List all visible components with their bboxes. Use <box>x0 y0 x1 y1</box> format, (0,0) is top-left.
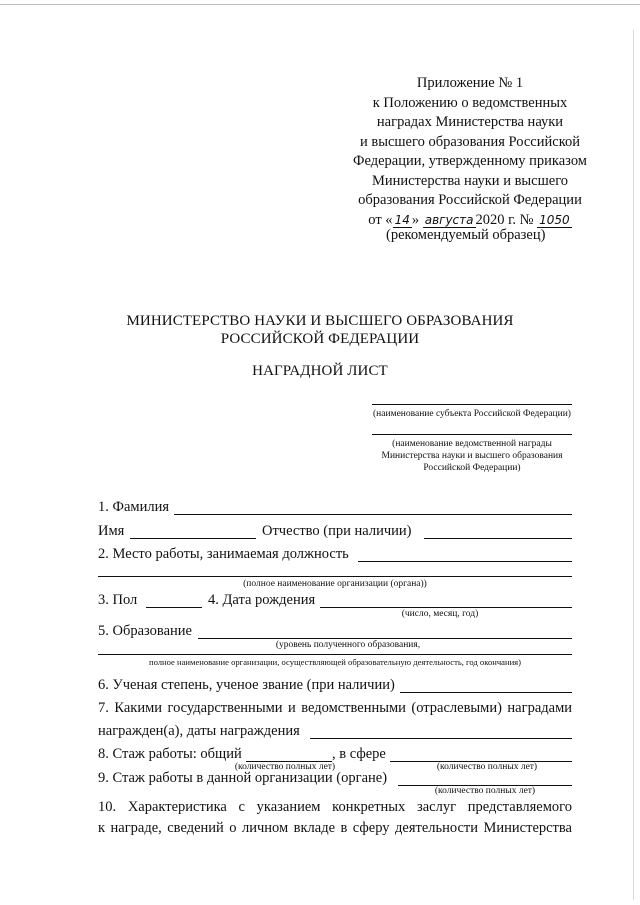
field-degree-label: 6. Ученая степень, ученое звание (при наличии) <box>98 677 395 693</box>
ministry-title-line-1: МИНИСТЕРСТВО НАУКИ И ВЫСШЕГО ОБРАЗОВАНИЯ <box>126 313 514 329</box>
field-education-label: 5. Образование <box>98 623 192 639</box>
annex-line-1: Приложение № 1 <box>416 75 524 91</box>
degree-line <box>400 692 572 693</box>
dob-hint: (число, месяц, год) <box>401 609 479 619</box>
date-mid: » <box>411 211 420 228</box>
field-experience-field-label: , в сфере <box>332 746 386 762</box>
sample-note: (рекомендуемый образец) <box>386 227 546 243</box>
annex-line-7: образования Российской Федерации <box>358 192 582 208</box>
date-year: 2020 г. № <box>475 211 534 228</box>
field-characteristics-line-1: 10. Характеристика с указанием конкретных заслуг представляемого <box>98 799 572 815</box>
field-workplace-label: 2. Место работы, занимаемая должность <box>98 546 349 562</box>
experience-total-hint: (количество полных лет) <box>234 762 336 772</box>
field-awards-label: 7. Какими государственными и ведомственными (отраслевыми) наградами <box>98 700 572 716</box>
subject-line <box>372 404 572 405</box>
field-patronymic-label: Отчество (при наличии) <box>262 523 412 539</box>
handwritten-day: 14 <box>394 212 410 227</box>
annex-line-4: и высшего образования Российской <box>359 133 581 150</box>
award-hint-1: (наименование ведомственной награды <box>392 439 552 449</box>
name-line <box>130 538 256 539</box>
award-line <box>372 434 572 435</box>
field-sex-label: 3. Пол <box>98 592 138 608</box>
education-org-hint: полное наименование организации, осуществляющей образовательную деятельность, год окончания) <box>148 657 522 667</box>
annex-line-6: Министерства науки и высшего <box>371 172 569 189</box>
date-prefix: от « <box>368 211 393 228</box>
handwritten-number: 1050 <box>539 212 570 227</box>
ministry-title-line-2: РОССИЙСКОЙ ФЕДЕРАЦИИ <box>220 331 420 347</box>
awards-line <box>310 738 572 739</box>
dob-line <box>320 607 572 608</box>
education-level-hint: (уровень полученного образования, <box>275 640 421 650</box>
scan-right-edge <box>633 30 634 900</box>
field-characteristics-line-2: к награде, сведений о личном вкладе в сферу деятельности Министерства <box>98 820 572 836</box>
field-dob-label: 4. Дата рождения <box>208 592 316 608</box>
org-hint: (полное наименование организации (органа)) <box>243 579 427 589</box>
experience-field-hint: (количество полных лет) <box>436 762 538 772</box>
field-experience-label: 8. Стаж работы: общий <box>98 746 242 762</box>
document-title: НАГРАДНОЙ ЛИСТ <box>252 363 388 379</box>
subject-hint: (наименование субъекта Российской Федерации) <box>373 409 571 419</box>
annex-line-3: наградах Министерства науки <box>376 114 564 130</box>
education-line-2 <box>98 654 572 655</box>
annex-header <box>330 74 610 230</box>
field-org-experience-label: 9. Стаж работы в данной организации (органе) <box>98 770 388 786</box>
sex-line <box>146 607 202 608</box>
field-surname-label: 1. Фамилия <box>98 499 169 515</box>
surname-line <box>174 514 572 515</box>
patronymic-line <box>424 538 572 539</box>
org-experience-hint: (количество полных лет) <box>434 786 536 796</box>
field-name-label: Имя <box>98 523 125 539</box>
workplace-line-2 <box>98 576 572 577</box>
annex-line-2: к Положению о ведомственных <box>372 94 568 111</box>
award-hint-3: Российской Федерации) <box>423 463 521 473</box>
scan-top-edge <box>0 0 640 5</box>
annex-line-5: Федерации, утвержденному приказом <box>353 153 587 169</box>
field-awards-dates-label: награжден(а), даты награждения <box>98 723 300 739</box>
education-line <box>198 638 572 639</box>
award-hint-2: Министерства науки и высшего образования <box>381 451 563 461</box>
workplace-line <box>358 561 572 562</box>
handwritten-month: августа <box>424 212 474 227</box>
